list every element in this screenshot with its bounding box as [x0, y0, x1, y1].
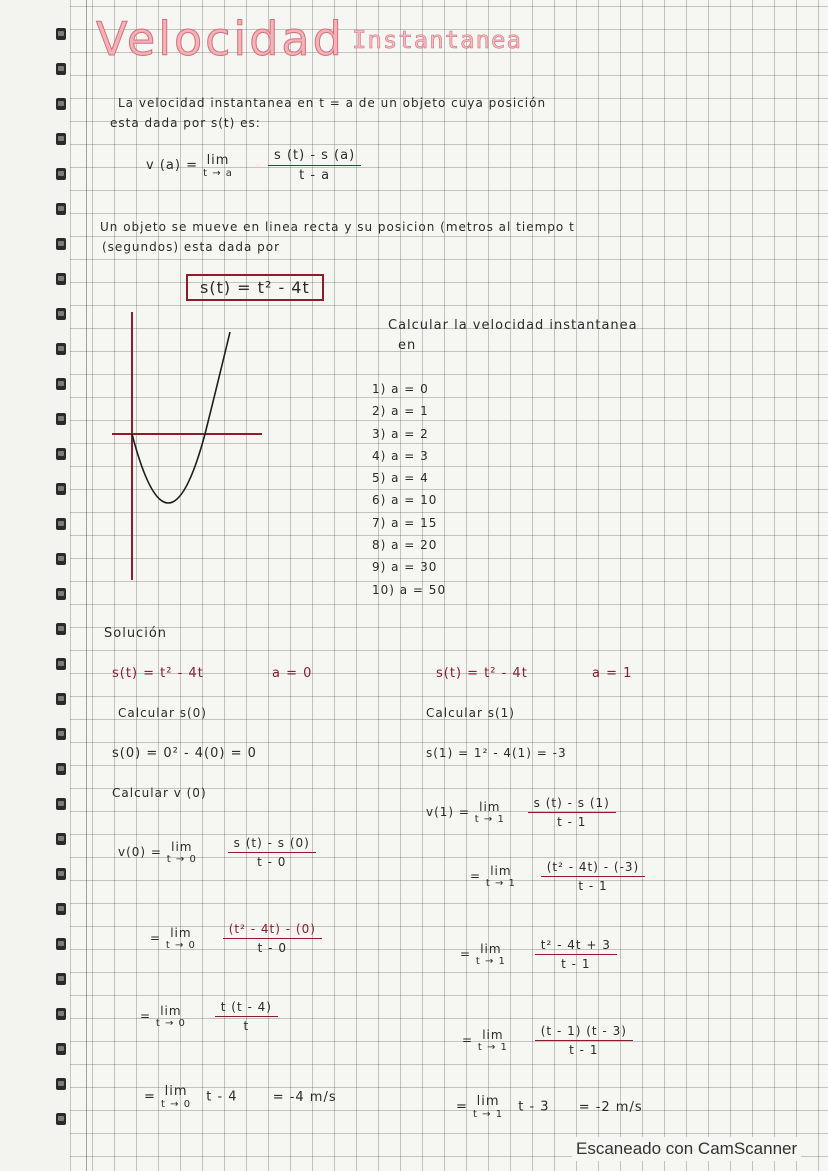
right-a-value: a = 1	[592, 666, 633, 681]
task-item: 1) a = 0	[372, 382, 429, 396]
left-s-eval: s(0) = 0² - 4(0) = 0	[112, 746, 257, 761]
limit-label: lim	[490, 864, 512, 878]
limit-operator	[476, 942, 506, 967]
binding-ring	[56, 238, 66, 250]
fraction-denominator: t - 0	[257, 855, 287, 869]
fraction	[535, 938, 617, 971]
task-item: 9) a = 30	[372, 560, 438, 575]
limit-subscript: t → 1	[475, 956, 506, 967]
right-step-2: = lim t → 1 $\frac{\text{(t² - 4t) - (-3)}}{t - 1}$	[470, 860, 645, 893]
fraction	[528, 796, 616, 829]
left-step-2: = lim t → 0 $\frac{\text{(t² - 4t) - (0)}}{t - 0}$	[150, 922, 322, 955]
position-equation-box: s(t) = t² - 4t	[186, 274, 324, 301]
fraction-numerator: t (t - 4)	[220, 1000, 272, 1014]
binding-ring	[56, 623, 66, 635]
binding-ring	[56, 483, 66, 495]
limit-label: lim	[480, 942, 502, 956]
fraction-denominator: t - 1	[561, 957, 591, 971]
task-item: 5) a = 4	[372, 471, 429, 486]
binding-ring	[56, 1078, 66, 1090]
left-final: = lim t → 0 t - 4 = -4 m/s	[144, 1084, 337, 1110]
binding-ring	[56, 308, 66, 320]
binding-ring	[56, 28, 66, 40]
limit-operator	[203, 153, 233, 179]
binding-ring	[56, 1008, 66, 1020]
fraction-denominator: t - 1	[569, 1043, 599, 1057]
right-result: = -2 m/s	[578, 1099, 643, 1115]
binding-ring	[56, 798, 66, 810]
right-s-eval: s(1) = 1² - 4(1) = -3	[426, 746, 567, 760]
fraction-denominator: t - a	[299, 168, 331, 183]
binding-ring	[56, 728, 66, 740]
binding-ring	[56, 133, 66, 145]
definition-fraction	[268, 148, 361, 183]
binding-ring	[56, 903, 66, 915]
binding-ring	[56, 868, 66, 880]
limit-subscript: t → 1	[485, 878, 516, 889]
binding-ring	[56, 553, 66, 565]
left-calc-s: Calcular s(0)	[118, 706, 207, 720]
left-step-1	[118, 836, 316, 869]
left-v-lhs: v(0) =	[118, 845, 162, 859]
fraction	[215, 1000, 278, 1033]
right-calc-s: Calcular s(1)	[426, 706, 515, 720]
task-list	[372, 378, 446, 601]
binding-ring	[56, 203, 66, 215]
fraction	[541, 860, 645, 893]
task-line-2: en	[398, 338, 417, 353]
left-calc-v: Calcular v (0)	[112, 786, 207, 800]
limit-subscript: t → 0	[161, 1099, 192, 1110]
left-a-value: a = 0	[272, 666, 313, 681]
task-item: 10) a = 50	[372, 582, 447, 597]
limit-operator	[473, 1094, 503, 1120]
limit-subscript: t → a	[203, 167, 233, 179]
limit-label: lim	[482, 1028, 504, 1042]
limit-subscript: t → 1	[474, 814, 505, 825]
fraction-numerator: (t - 1) (t - 3)	[540, 1024, 627, 1038]
limit-subscript: t → 0	[155, 1018, 186, 1029]
limit-subscript: t → 0	[165, 940, 196, 951]
right-final: = lim t → 1 t - 3 = -2 m/s	[456, 1094, 643, 1120]
binding-ring	[56, 343, 66, 355]
binding-ring	[56, 273, 66, 285]
binding-ring	[56, 763, 66, 775]
binding-ring	[56, 938, 66, 950]
binding-ring	[56, 1113, 66, 1125]
margin-line	[86, 0, 87, 1171]
limit-label: lim	[476, 1094, 500, 1109]
task-line-1: Calcular la velocidad instantanea	[388, 318, 638, 333]
limit-subscript: t → 1	[473, 1109, 504, 1120]
fraction-denominator: t - 1	[578, 879, 608, 893]
fraction-numerator: s (t) - s (a)	[274, 148, 356, 163]
left-function: s(t) = t² - 4t	[112, 666, 204, 681]
limit-operator	[156, 1004, 186, 1029]
right-step-1	[426, 796, 616, 829]
definition-line-2: esta dada por s(t) es:	[110, 116, 261, 130]
problem-line-2: (segundos) esta dada por	[102, 240, 281, 254]
limit-operator	[478, 1028, 508, 1053]
binding-ring	[56, 833, 66, 845]
limit-label: lim	[206, 152, 230, 168]
fraction-denominator: t - 1	[557, 815, 587, 829]
left-final-expression: t - 4	[206, 1089, 238, 1105]
fraction	[228, 836, 316, 869]
right-final-expression: t - 3	[518, 1099, 550, 1115]
definition-formula	[146, 148, 361, 183]
spiral-binding	[0, 0, 70, 1171]
limit-operator	[167, 840, 197, 865]
left-step-3: = lim t → 0 $\frac{t (t - 4)}{t}$	[140, 1000, 278, 1033]
left-result: = -4 m/s	[272, 1089, 337, 1105]
limit-operator	[486, 864, 516, 889]
binding-ring	[56, 63, 66, 75]
right-function: s(t) = t² - 4t	[436, 666, 528, 681]
limit-label: lim	[160, 1004, 182, 1018]
binding-ring	[56, 1043, 66, 1055]
binding-ring	[56, 973, 66, 985]
limit-subscript: t → 0	[166, 854, 197, 865]
right-step-4: = lim t → 1 $\frac{(t - 1) (t - 3)}{t - 1}$	[462, 1024, 633, 1057]
page-title: Velocidad	[96, 12, 345, 66]
solution-heading: Solución	[104, 626, 168, 641]
task-item: 2) a = 1	[372, 404, 429, 419]
task-item: 3) a = 2	[372, 426, 429, 441]
page-subtitle: Instantanea	[352, 26, 522, 54]
limit-label: lim	[170, 926, 192, 940]
task-item: 4) a = 3	[372, 448, 429, 463]
right-v-lhs: v(1) =	[426, 805, 470, 819]
fraction-numerator: (t² - 4t) - (-3)	[546, 860, 640, 874]
binding-ring	[56, 98, 66, 110]
limit-label: lim	[479, 800, 501, 814]
definition-lhs: v (a) =	[146, 158, 198, 173]
fraction-numerator: s (t) - s (1)	[533, 796, 610, 810]
binding-ring	[56, 658, 66, 670]
binding-ring	[56, 378, 66, 390]
limit-operator	[166, 926, 196, 951]
task-item: 8) a = 20	[372, 538, 438, 553]
binding-ring	[56, 588, 66, 600]
camscanner-watermark: Escaneado con CamScanner	[572, 1137, 801, 1161]
fraction	[223, 922, 322, 955]
parabola-graph	[110, 312, 270, 582]
binding-ring	[56, 693, 66, 705]
limit-label: lim	[164, 1084, 188, 1099]
problem-line-1: Un objeto se mueve en linea recta y su posicion (metros al tiempo t	[100, 220, 575, 234]
fraction-denominator: t - 0	[257, 941, 287, 955]
fraction-numerator: t² - 4t + 3	[540, 938, 611, 952]
limit-operator	[475, 800, 505, 825]
fraction-denominator: t	[243, 1019, 250, 1033]
task-item: 6) a = 10	[372, 493, 438, 508]
fraction-numerator: s (t) - s (0)	[233, 836, 310, 850]
binding-ring	[56, 168, 66, 180]
binding-ring	[56, 448, 66, 460]
task-item: 7) a = 15	[372, 515, 438, 530]
fraction-numerator: (t² - 4t) - (0)	[228, 922, 316, 936]
binding-ring	[56, 413, 66, 425]
definition-line-1: La velocidad instantanea en t = a de un objeto cuya posición	[118, 96, 547, 110]
parabola-curve	[132, 332, 230, 503]
right-step-3: = lim t → 1 $\frac{\text{t² - 4t + 3}}{t - 1}$	[460, 938, 617, 971]
limit-subscript: t → 1	[477, 1042, 508, 1053]
binding-ring	[56, 518, 66, 530]
limit-operator	[161, 1084, 191, 1110]
limit-label: lim	[171, 840, 193, 854]
fraction	[535, 1024, 633, 1057]
